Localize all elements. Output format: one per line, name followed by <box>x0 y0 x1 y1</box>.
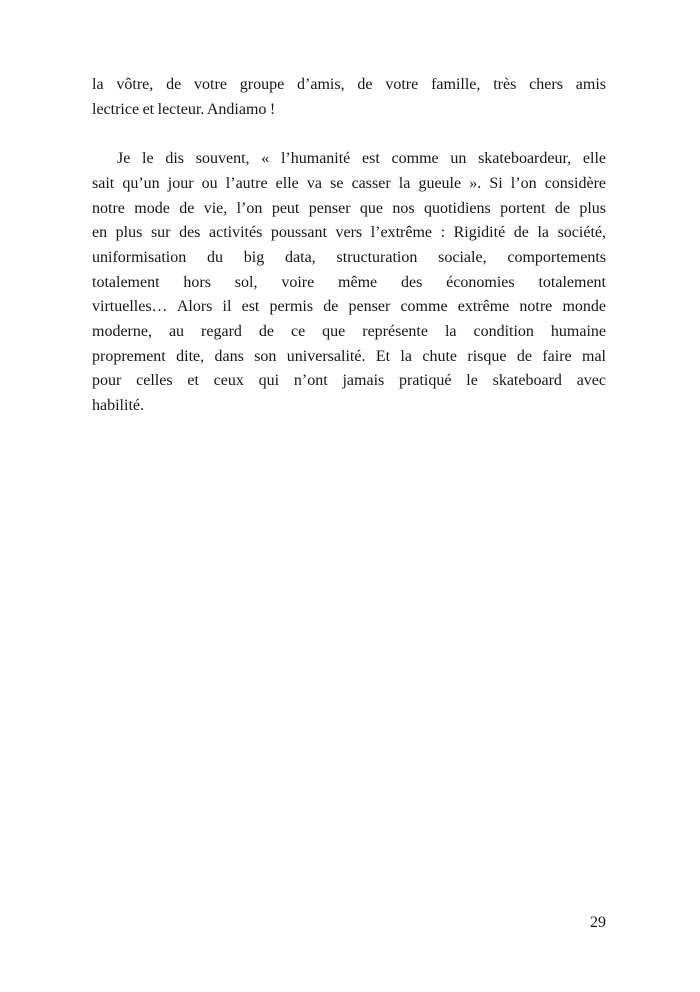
text-line: notre mode de vie, l’on peut penser que nos quotidiens portent de plus <box>92 199 606 217</box>
text-line: uniformisation du big data, structuration sociale, comportements <box>92 248 606 266</box>
body-text <box>92 73 606 419</box>
text-line: moderne, au regard de ce que représente la condition humaine <box>92 323 606 341</box>
paragraph-2 <box>92 147 606 419</box>
text-line: Je le dis souvent, « l’humanité est comme un skateboardeur, elle <box>117 150 606 168</box>
text-line: habilité. <box>92 397 144 415</box>
text-line: totalement hors sol, voire même des économies totalement <box>92 273 606 291</box>
paragraph-1 <box>92 73 606 122</box>
text-line: pour celles et ceux qui n’ont jamais pratiqué le skateboard avec <box>92 372 606 390</box>
text-line: lectrice et lecteur. Andiamo ! <box>92 100 276 118</box>
page-number: 29 <box>590 914 606 931</box>
text-line: virtuelles… Alors il est permis de penser comme extrême notre monde <box>92 298 606 316</box>
text-line: la vôtre, de votre groupe d’amis, de votre famille, très chers amis <box>92 76 606 93</box>
text-line: en plus sur des activités poussant vers l’extrême : Rigidité de la société, <box>92 224 606 242</box>
text-line: sait qu’un jour ou l’autre elle va se casser la gueule ». Si l’on considère <box>92 174 606 192</box>
text-line: proprement dite, dans son universalité. Et la chute risque de faire mal <box>92 347 606 365</box>
